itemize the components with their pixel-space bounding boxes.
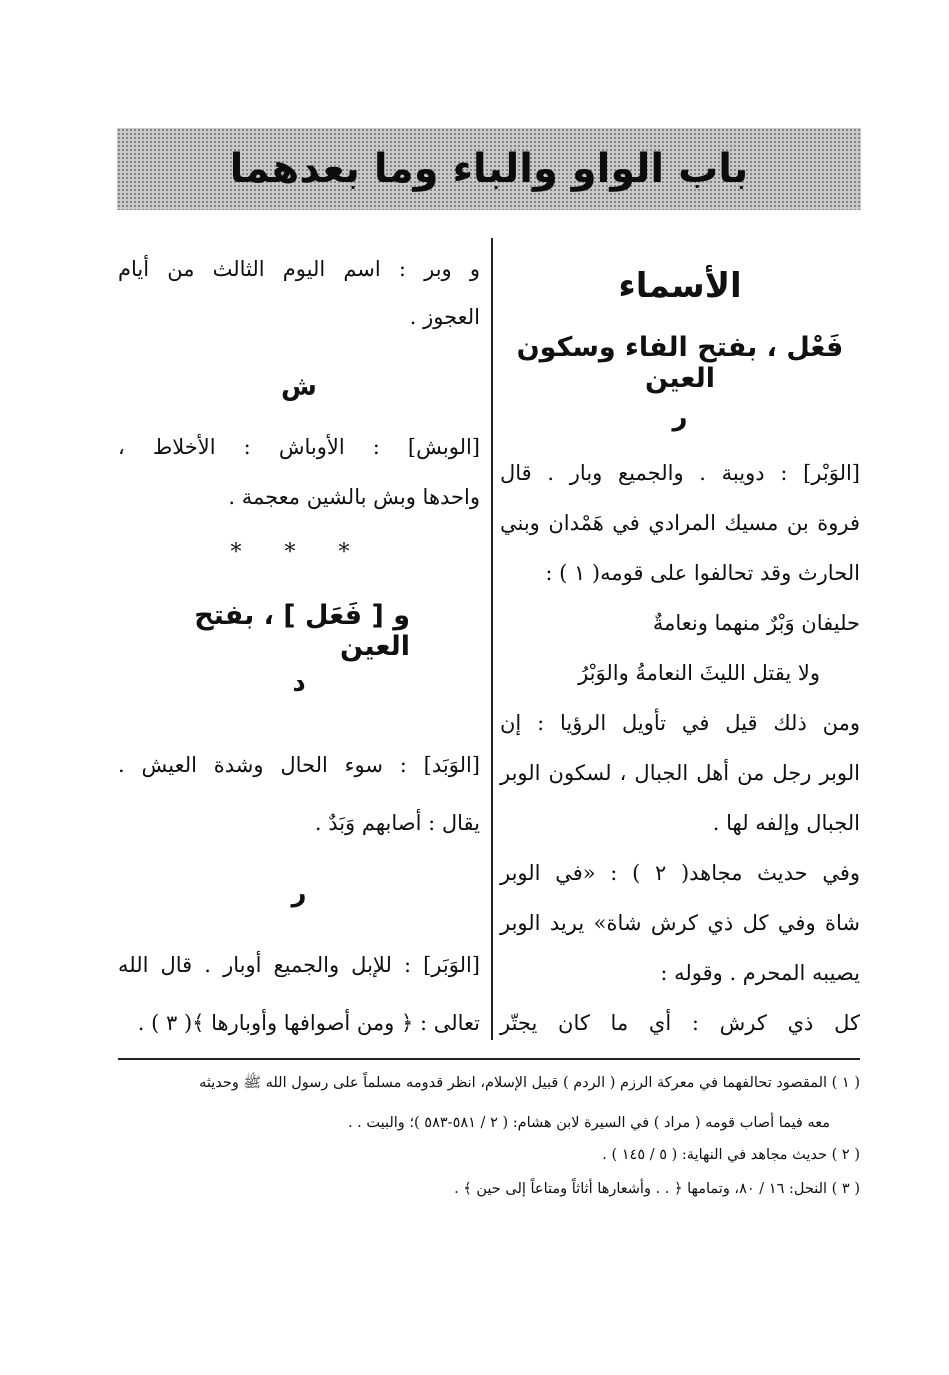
text-line: الجبال وإلفه لها .	[712, 811, 860, 835]
right-column	[500, 236, 860, 1036]
text-line: [الوَبَر] : للإبل والجميع أوبار . قال الله	[118, 953, 480, 977]
left-column	[118, 236, 480, 1036]
footnote: ( ٢ ) حديث مجاهد في النهاية: ( ٥ / ١٤٥ ) .	[602, 1147, 860, 1163]
text-line: الوبر رجل من أهل الجبال ، لسكون الوبر	[500, 761, 860, 785]
letter-heading: ر	[291, 878, 307, 908]
footnote-continuation: معه فيما أصاب قومه ( مراد ) في السيرة لابن هشام: ( ٢ / ٥٨١-٥٨٣ )؛ والبيت . .	[347, 1115, 830, 1131]
text-line: وفي حديث مجاهد( ٢ ) : «في الوبر	[500, 861, 861, 885]
section-separator: * * *	[230, 540, 368, 565]
section-title: الأسماء	[618, 266, 742, 306]
text-line: كل ذي كرش : أي ما كان يجتّر	[500, 1011, 860, 1035]
text-line: [الوَبَد] : سوء الحال وشدة العيش .	[118, 753, 480, 777]
text-line: فروة بن مسيك المرادي في هَمْدان وبني	[500, 511, 860, 535]
text-line: [الوبش] : الأوباش : الأخلاط ،	[118, 435, 480, 459]
text-line: يقال : أصابهم وَبَدٌ .	[314, 811, 480, 835]
text-line: العجوز .	[409, 305, 480, 329]
letter-heading: د	[292, 668, 306, 698]
letter-heading: ر	[672, 402, 688, 432]
text-line: تعالى : ﴿ ومن أصوافها وأوبارها ﴾( ٣ ) .	[137, 1011, 480, 1035]
text-line: شاة وفي كل ذي كرش شاة» يريد الوبر	[500, 911, 860, 935]
chapter-title: باب الواو والباء وما بعدهما	[229, 146, 749, 192]
text-line: واحدها وبش بالشين معجمة .	[228, 485, 480, 509]
pattern-title: فَعْل ، بفتح الفاء وسكون العين	[516, 332, 844, 394]
footnote: ( ٣ ) النحل: ١٦ / ٨٠، وتمامها ﴿ . . وأشعارها أثاثاً ومتاعاً إلى حين ﴾ .	[454, 1181, 860, 1197]
footnote-rule	[118, 1058, 860, 1060]
chapter-banner	[117, 128, 861, 210]
footnotes	[118, 1070, 860, 1210]
text-line: يصيبه المحرم . وقوله :	[660, 961, 860, 985]
text-line: ومن ذلك قيل في تأويل الرؤيا : إن	[500, 711, 860, 735]
letter-heading: ش	[281, 372, 317, 402]
verse-line: حليفان وَبْرٌ منهما ونعامةٌ	[652, 611, 860, 635]
pattern-title: و [ فَعَل ] ، بفتح العين	[194, 600, 410, 662]
verse-line: ولا يقتل الليثَ النعامةُ والوَبْرُ	[578, 661, 820, 685]
text-line: [الوَبْر] : دويبة . والجميع وبار . قال	[500, 461, 860, 485]
column-divider	[491, 238, 493, 1040]
text-line: و وبر : اسم اليوم الثالث من أيام	[118, 257, 480, 281]
text-line: الحارث وقد تحالفوا على قومه( ١ ) :	[545, 561, 860, 585]
footnote: ( ١ ) المقصود تحالفهما في معركة الرزم ( الردم ) قبيل الإسلام، انظر قدومه مسلماً على رسول الله ﷺ وحديثه	[199, 1075, 860, 1091]
